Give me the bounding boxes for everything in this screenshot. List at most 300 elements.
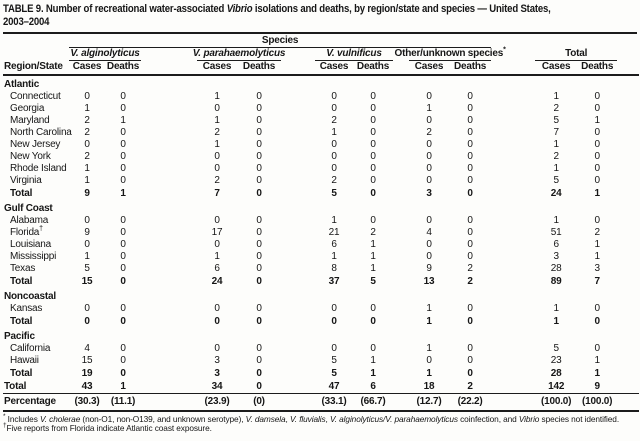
species-span-header: Species: [69, 35, 491, 48]
row-label: Total: [10, 188, 33, 199]
value-cell: 0: [256, 214, 262, 226]
value-cell: 0: [426, 90, 432, 102]
value-cell: 0: [120, 276, 126, 287]
value-cell: 0: [594, 150, 600, 162]
value-cell: 0: [467, 126, 473, 138]
spacer-cell: [281, 138, 315, 150]
spacer-cell: [281, 186, 315, 200]
spacer-cell: [393, 238, 409, 250]
value-cell: 0: [256, 238, 262, 250]
value-cell: 0: [331, 302, 337, 314]
spacer-cell: [617, 186, 639, 200]
value-cell: 28: [550, 262, 562, 274]
spacer-cell: [617, 102, 639, 114]
deaths-header: Deaths: [449, 61, 491, 76]
spacer-cell: [617, 250, 639, 262]
spacer-cell: [393, 214, 409, 226]
spacer-cell: [141, 314, 197, 328]
table-row: [3, 250, 639, 262]
value-cell: 0: [84, 90, 90, 102]
value-cell: 1: [84, 102, 90, 114]
spacer-cell: [491, 102, 535, 114]
value-cell: 5: [331, 188, 337, 199]
spacer-cell: [491, 380, 535, 393]
value-cell: 1: [553, 302, 559, 314]
spacer: [281, 48, 315, 61]
spacer-cell: [281, 314, 315, 328]
value-cell: 0: [370, 174, 376, 186]
value-cell: 0: [467, 188, 473, 199]
value-cell: 0: [594, 126, 600, 138]
value-cell: 43: [81, 381, 93, 393]
value-cell: 0: [214, 214, 220, 226]
value-cell: 0: [120, 174, 126, 186]
spacer-cell: [141, 90, 197, 102]
spacer-cell: [491, 302, 535, 314]
value-cell: 34: [211, 381, 223, 393]
spacer-cell: [281, 366, 315, 380]
table-title: [3, 3, 638, 29]
value-cell: 0: [331, 102, 337, 114]
value-cell: (30.3): [69, 393, 105, 411]
row-label: New Jersey: [10, 138, 61, 150]
value-cell: (12.7): [409, 393, 449, 411]
value-cell: 15: [81, 276, 93, 287]
value-cell: 1: [553, 138, 559, 150]
value-cell: 2: [594, 226, 600, 238]
spacer-cell: [617, 302, 639, 314]
value-cell: 9: [594, 381, 600, 393]
value-cell: 5: [553, 342, 559, 354]
value-cell: 2: [467, 381, 473, 393]
value-cell: 0: [120, 316, 126, 327]
row-label: Florida†: [10, 225, 43, 238]
value-cell: 1: [426, 102, 432, 114]
row-label: Texas: [10, 262, 36, 274]
spacer: [281, 61, 315, 76]
value-cell: 1: [594, 368, 600, 379]
value-cell: 3: [214, 368, 220, 379]
value-cell: (23.9): [197, 393, 237, 411]
value-cell: 0: [467, 114, 473, 126]
table-row: [3, 90, 639, 102]
value-cell: 24: [550, 188, 562, 199]
spacer-cell: [141, 162, 197, 174]
value-cell: 1: [84, 174, 90, 186]
spacer-cell: [141, 274, 197, 288]
col-group-total: [535, 48, 617, 61]
value-cell: 0: [84, 214, 90, 226]
spacer-cell: [617, 354, 639, 366]
spacer-cell: [141, 174, 197, 186]
value-cell: 0: [120, 302, 126, 314]
value-cell: 0: [256, 90, 262, 102]
value-cell: 1: [370, 262, 376, 274]
section-name: Pacific: [4, 331, 35, 342]
value-cell: 0: [256, 381, 262, 393]
spacer-cell: [141, 250, 197, 262]
vibrio-isolations-table: [3, 35, 639, 412]
value-cell: 1: [214, 250, 220, 262]
value-cell: 18: [423, 381, 435, 393]
value-cell: 0: [84, 138, 90, 150]
value-cell: 0: [594, 102, 600, 114]
value-cell: 1: [120, 114, 126, 126]
value-cell: 17: [211, 226, 223, 238]
spacer-cell: [617, 138, 639, 150]
title-divider-rule: [3, 32, 637, 34]
group-label: V. parahaemolyticus: [192, 48, 286, 59]
value-cell: 0: [370, 302, 376, 314]
spacer-cell: [393, 314, 409, 328]
value-cell: 0: [256, 368, 262, 379]
value-cell: 2: [84, 150, 90, 162]
spacer-cell: [617, 274, 639, 288]
spacer-cell: [491, 174, 535, 186]
spacer-cell: [141, 354, 197, 366]
value-cell: 1: [426, 316, 432, 327]
value-cell: 1: [594, 114, 600, 126]
section-header-row: [3, 200, 639, 214]
cases-header: Cases: [197, 61, 237, 76]
species-span-row: [3, 35, 639, 48]
spacer-cell: [281, 274, 315, 288]
value-cell: 21: [328, 226, 340, 238]
spacer-cell: [393, 126, 409, 138]
value-cell: 0: [467, 138, 473, 150]
spacer-cell: [141, 138, 197, 150]
value-cell: 0: [594, 302, 600, 314]
spacer-cell: [393, 138, 409, 150]
value-cell: 28: [550, 368, 562, 379]
spacer-cell: [281, 126, 315, 138]
value-cell: (22.2): [449, 393, 491, 411]
value-cell: 0: [120, 138, 126, 150]
spacer: [393, 61, 409, 76]
spacer-cell: [393, 150, 409, 162]
value-cell: 19: [81, 368, 93, 379]
value-cell: 2: [467, 262, 473, 274]
spacer-cell: [393, 262, 409, 274]
value-cell: 9: [84, 226, 90, 238]
value-cell: 2: [214, 174, 220, 186]
value-cell: 0: [370, 342, 376, 354]
spacer-cell: [617, 262, 639, 274]
spacer-cell: [393, 302, 409, 314]
value-cell: 2: [331, 174, 337, 186]
spacer-cell: [617, 126, 639, 138]
value-cell: 1: [84, 162, 90, 174]
value-cell: 6: [331, 238, 337, 250]
value-cell: (11.1): [105, 393, 141, 411]
value-cell: 6: [370, 381, 376, 393]
value-cell: 0: [467, 316, 473, 327]
spacer: [141, 48, 197, 61]
value-cell: 1: [553, 214, 559, 226]
row-label: Total: [10, 276, 33, 287]
spacer-cell: [617, 114, 639, 126]
spacer-cell: [281, 162, 315, 174]
value-cell: 0: [426, 114, 432, 126]
value-cell: 0: [256, 302, 262, 314]
value-cell: 0: [467, 214, 473, 226]
value-cell: 0: [594, 90, 600, 102]
spacer-cell: [491, 138, 535, 150]
deaths-header: Deaths: [577, 61, 617, 76]
value-cell: 2: [84, 114, 90, 126]
value-cell: 142: [548, 381, 565, 393]
spacer-cell: [617, 238, 639, 250]
row-label: Kansas: [10, 302, 43, 314]
value-cell: 0: [256, 162, 262, 174]
value-cell: 0: [331, 150, 337, 162]
value-cell: 0: [467, 342, 473, 354]
row-label: California: [10, 342, 51, 354]
section-header-row: [3, 328, 639, 342]
title-years: 2003–2004: [3, 16, 50, 28]
spacer-cell: [491, 393, 535, 411]
spacer-cell: [491, 274, 535, 288]
spacer-cell: [491, 162, 535, 174]
deaths-header: Deaths: [353, 61, 393, 76]
value-cell: 1: [84, 250, 90, 262]
value-cell: 1: [331, 250, 337, 262]
table-row: [3, 114, 639, 126]
table-row: [3, 174, 639, 186]
value-cell: (100.0): [577, 393, 617, 411]
value-cell: 0: [214, 342, 220, 354]
spacer-cell: [141, 366, 197, 380]
value-cell: 4: [426, 226, 432, 238]
table-row: [3, 354, 639, 366]
value-cell: 89: [550, 276, 562, 287]
value-cell: 2: [84, 126, 90, 138]
value-cell: 0: [120, 102, 126, 114]
value-cell: 0: [214, 150, 220, 162]
spacer-cell: [141, 262, 197, 274]
cases-header: Cases: [69, 61, 105, 76]
row-label: Virginia: [10, 174, 42, 186]
spacer-cell: [141, 302, 197, 314]
value-cell: 1: [553, 90, 559, 102]
spacer-cell: [617, 214, 639, 226]
spacer-cell: [141, 342, 197, 354]
value-cell: 0: [120, 238, 126, 250]
spacer-cell: [491, 354, 535, 366]
value-cell: 1: [594, 354, 600, 366]
spacer-cell: [617, 162, 639, 174]
col-group-other-unknown: [394, 46, 506, 61]
table-row: [3, 342, 639, 354]
section-header-row: [3, 288, 639, 302]
value-cell: 0: [256, 276, 262, 287]
table-row: [3, 138, 639, 150]
value-cell: 0: [256, 354, 262, 366]
value-cell: 15: [81, 354, 93, 366]
value-cell: 0: [426, 150, 432, 162]
footnote-marker: †: [3, 422, 7, 430]
value-cell: 7: [594, 276, 600, 287]
spacer-cell: [141, 393, 197, 411]
value-cell: 0: [426, 138, 432, 150]
spacer-cell: [393, 102, 409, 114]
value-cell: 2: [426, 126, 432, 138]
grand-total-row: [3, 380, 639, 393]
spacer-cell: [393, 342, 409, 354]
value-cell: 1: [214, 90, 220, 102]
table-row: [3, 226, 639, 238]
value-cell: 0: [467, 354, 473, 366]
value-cell: 0: [256, 226, 262, 238]
spacer-cell: [491, 238, 535, 250]
value-cell: 6: [553, 238, 559, 250]
spacer-cell: [393, 366, 409, 380]
value-cell: (100.0): [535, 393, 577, 411]
spacer-cell: [393, 186, 409, 200]
value-cell: 1: [331, 126, 337, 138]
spacer-cell: [281, 342, 315, 354]
title-italic-vibrio: Vibrio: [226, 3, 253, 15]
row-label: Louisiana: [10, 238, 52, 250]
value-cell: 1: [553, 162, 559, 174]
value-cell: 51: [550, 226, 562, 238]
spacer: [141, 61, 197, 76]
deaths-header: Deaths: [237, 61, 281, 76]
row-label: Alabama: [10, 214, 49, 226]
row-label: Hawaii: [10, 354, 39, 366]
value-cell: 0: [256, 114, 262, 126]
table-row: [3, 126, 639, 138]
spacer-cell: [393, 250, 409, 262]
spacer-cell: [141, 214, 197, 226]
value-cell: 1: [214, 138, 220, 150]
species-span-blank: [491, 35, 639, 48]
spacer-cell: [141, 126, 197, 138]
spacer-cell: [393, 162, 409, 174]
section-name: Noncoastal: [4, 291, 56, 302]
value-cell: 1: [370, 250, 376, 262]
value-cell: 13: [423, 276, 435, 287]
col-group-vulnificus: [315, 48, 393, 61]
value-cell: 0: [370, 102, 376, 114]
value-cell: 0: [467, 368, 473, 379]
value-cell: 3: [594, 262, 600, 274]
value-cell: 0: [84, 302, 90, 314]
spacer-cell: [281, 114, 315, 126]
value-cell: 0: [331, 138, 337, 150]
value-cell: 4: [84, 342, 90, 354]
spacer-cell: [491, 250, 535, 262]
spacer-cell: [617, 174, 639, 186]
value-cell: 24: [211, 276, 223, 287]
value-cell: 0: [370, 316, 376, 327]
title-text-cont: isolations and deaths, by region/state and species — United States,: [254, 3, 551, 15]
value-cell: 1: [120, 188, 126, 199]
spacer-cell: [393, 114, 409, 126]
value-cell: 0: [120, 368, 126, 379]
spacer-cell: [491, 226, 535, 238]
value-cell: 9: [84, 188, 90, 199]
row-label: Total: [10, 316, 33, 327]
spacer-cell: [281, 90, 315, 102]
row-label: Maryland: [10, 114, 50, 126]
value-cell: 0: [370, 188, 376, 199]
value-cell: 0: [426, 354, 432, 366]
value-cell: 1: [426, 302, 432, 314]
section-header-row: [3, 75, 639, 90]
value-cell: 5: [84, 262, 90, 274]
value-cell: 37: [328, 276, 340, 287]
spacer-cell: [141, 114, 197, 126]
table-body: [3, 75, 639, 411]
spacer-cell: [491, 126, 535, 138]
spacer-cell: [281, 214, 315, 226]
value-cell: 0: [256, 316, 262, 327]
value-cell: 0: [256, 342, 262, 354]
spacer-cell: [617, 342, 639, 354]
spacer-cell: [393, 90, 409, 102]
spacer-cell: [491, 114, 535, 126]
value-cell: 3: [426, 188, 432, 199]
footnote: * Includes V. cholerae (non-O1, non-O139, and unknown serotype), V. damsela, V. fluvialis, V. alginolyticus/V. parahaemolyticus coinfection, and Vibrio species not identified.: [3, 412, 620, 424]
value-cell: 1: [214, 114, 220, 126]
row-label: Connecticut: [10, 90, 61, 102]
spacer-cell: [281, 226, 315, 238]
value-cell: 7: [553, 126, 559, 138]
value-cell: 5: [553, 174, 559, 186]
value-cell: 0: [256, 250, 262, 262]
value-cell: 0: [120, 262, 126, 274]
value-cell: 2: [214, 126, 220, 138]
value-cell: 0: [370, 126, 376, 138]
spacer-cell: [141, 380, 197, 393]
value-cell: 1: [370, 238, 376, 250]
value-cell: 6: [214, 262, 220, 274]
value-cell: 1: [553, 316, 559, 327]
value-cell: 47: [328, 381, 340, 393]
value-cell: 1: [594, 250, 600, 262]
value-cell: 5: [331, 354, 337, 366]
table-row: [3, 302, 639, 314]
spacer-cell: [281, 380, 315, 393]
spacer-cell: [141, 186, 197, 200]
spacer-cell: [491, 366, 535, 380]
value-cell: 0: [256, 138, 262, 150]
deaths-header: Deaths: [105, 61, 141, 76]
value-cell: 0: [467, 226, 473, 238]
value-cell: 0: [84, 316, 90, 327]
value-cell: 1: [426, 342, 432, 354]
value-cell: 0: [256, 174, 262, 186]
value-cell: 0: [467, 90, 473, 102]
value-cell: 0: [594, 138, 600, 150]
section-total-row: [3, 274, 639, 288]
spacer-cell: [141, 150, 197, 162]
value-cell: 2: [467, 276, 473, 287]
spacer-cell: [617, 90, 639, 102]
value-cell: 1: [370, 368, 376, 379]
value-cell: 2: [331, 114, 337, 126]
value-cell: 0: [467, 174, 473, 186]
footnotes: [3, 412, 637, 435]
table-row: [3, 214, 639, 226]
table-row: [3, 150, 639, 162]
spacer-cell: [141, 238, 197, 250]
spacer-cell: [141, 226, 197, 238]
value-cell: 0: [256, 262, 262, 274]
cases-header: Cases: [535, 61, 577, 76]
group-label: Total: [565, 48, 588, 59]
